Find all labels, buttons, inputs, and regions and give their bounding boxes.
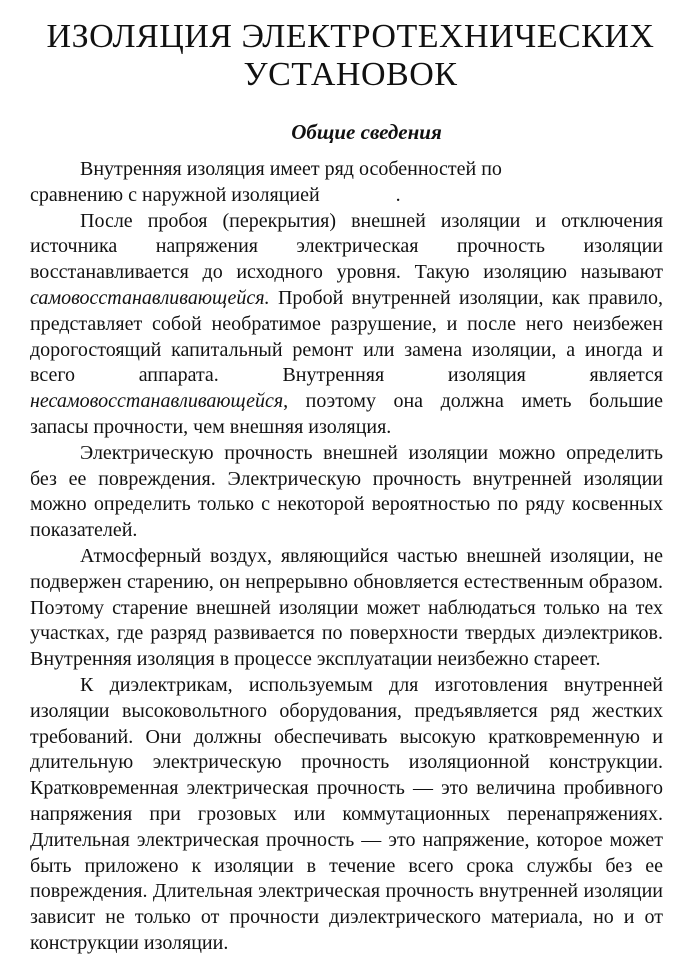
paragraph-2-term-self-restoring: самовосстанавливающейся. xyxy=(30,286,270,309)
section-heading: Общие сведения xyxy=(291,120,442,144)
paragraph-2-part-c: Пробой внутренней изоляции, как правило, представляет собой необратимое разрушение, и после него неизбежен дорогостоящий капитальный ремонт или замена изоляции, а иногда и всего аппарата. Внутренняя изоляция является xyxy=(30,286,663,387)
paragraph-1 xyxy=(30,157,663,209)
paragraph-3: Электрическую прочность внешней изоляции можно определить без ее повреждения. Электрическую прочность внутренней изоляции можно определить только с некоторой вероятностью по ряду косвенных показателей. xyxy=(30,441,663,542)
paragraph-2 xyxy=(30,209,663,441)
paragraph-2-term-non-self-restoring: несамовосстанавливающейся xyxy=(30,390,284,413)
paragraph-5: К диэлектрикам, используемым для изготовления внутренней изоляции высоковольтного оборудования, предъявляется ряд жестких требований. Они должны обеспечивать высокую кратковременную и длительную электрическую прочность изоляционной конструкции. Кратковременная электрическая прочность — это величина пробивного напряжения при грозовых или коммутационных перенапряжениях. Длительная электрическая прочность — это напряжение, которое может быть приложено к изоляции в течение всего срока службы без ее повреждения. Длительная электрическая прочность внутренней изоляции зависит не только от прочности диэлектрического материала, но и от конструкции изоляции. xyxy=(30,673,663,954)
paragraph-1-end: . xyxy=(395,183,401,206)
paragraph-4: Атмосферный воздух, являющийся частью внешней изоляции, не подвержен старению, он непрерывно обновляется естественным образом. Поэтому старение внешней изоляции может наблюдаться только на тех участках, где разряд развивается по поверхности твердых диэлектриков. Внутренняя изоляция в процессе эксплуатации неизбежно стареет. xyxy=(30,544,663,671)
title-line-2: УСТАНОВОК xyxy=(243,56,458,93)
title-line-1: ИЗОЛЯЦИЯ ЭЛЕКТРОТЕХНИЧЕСКИХ xyxy=(46,18,655,55)
paragraph-2-part-a: После пробоя (перекрытия) внешней изоляции и отключения источника напряжения электрическая прочность изоляции восстанавливается до исходного уровня. Такую изоляцию называют xyxy=(30,209,663,284)
paragraph-1-line-2: сравнению с наружной изоляцией xyxy=(30,183,320,206)
document-title xyxy=(30,18,663,94)
paragraph-1-line-1: Внутренняя изоляция имеет ряд особенностей по xyxy=(80,158,502,180)
paragraph-2-part-e: , поэтому она должна иметь большие запасы прочности, чем внешняя изоляция. xyxy=(30,390,663,438)
